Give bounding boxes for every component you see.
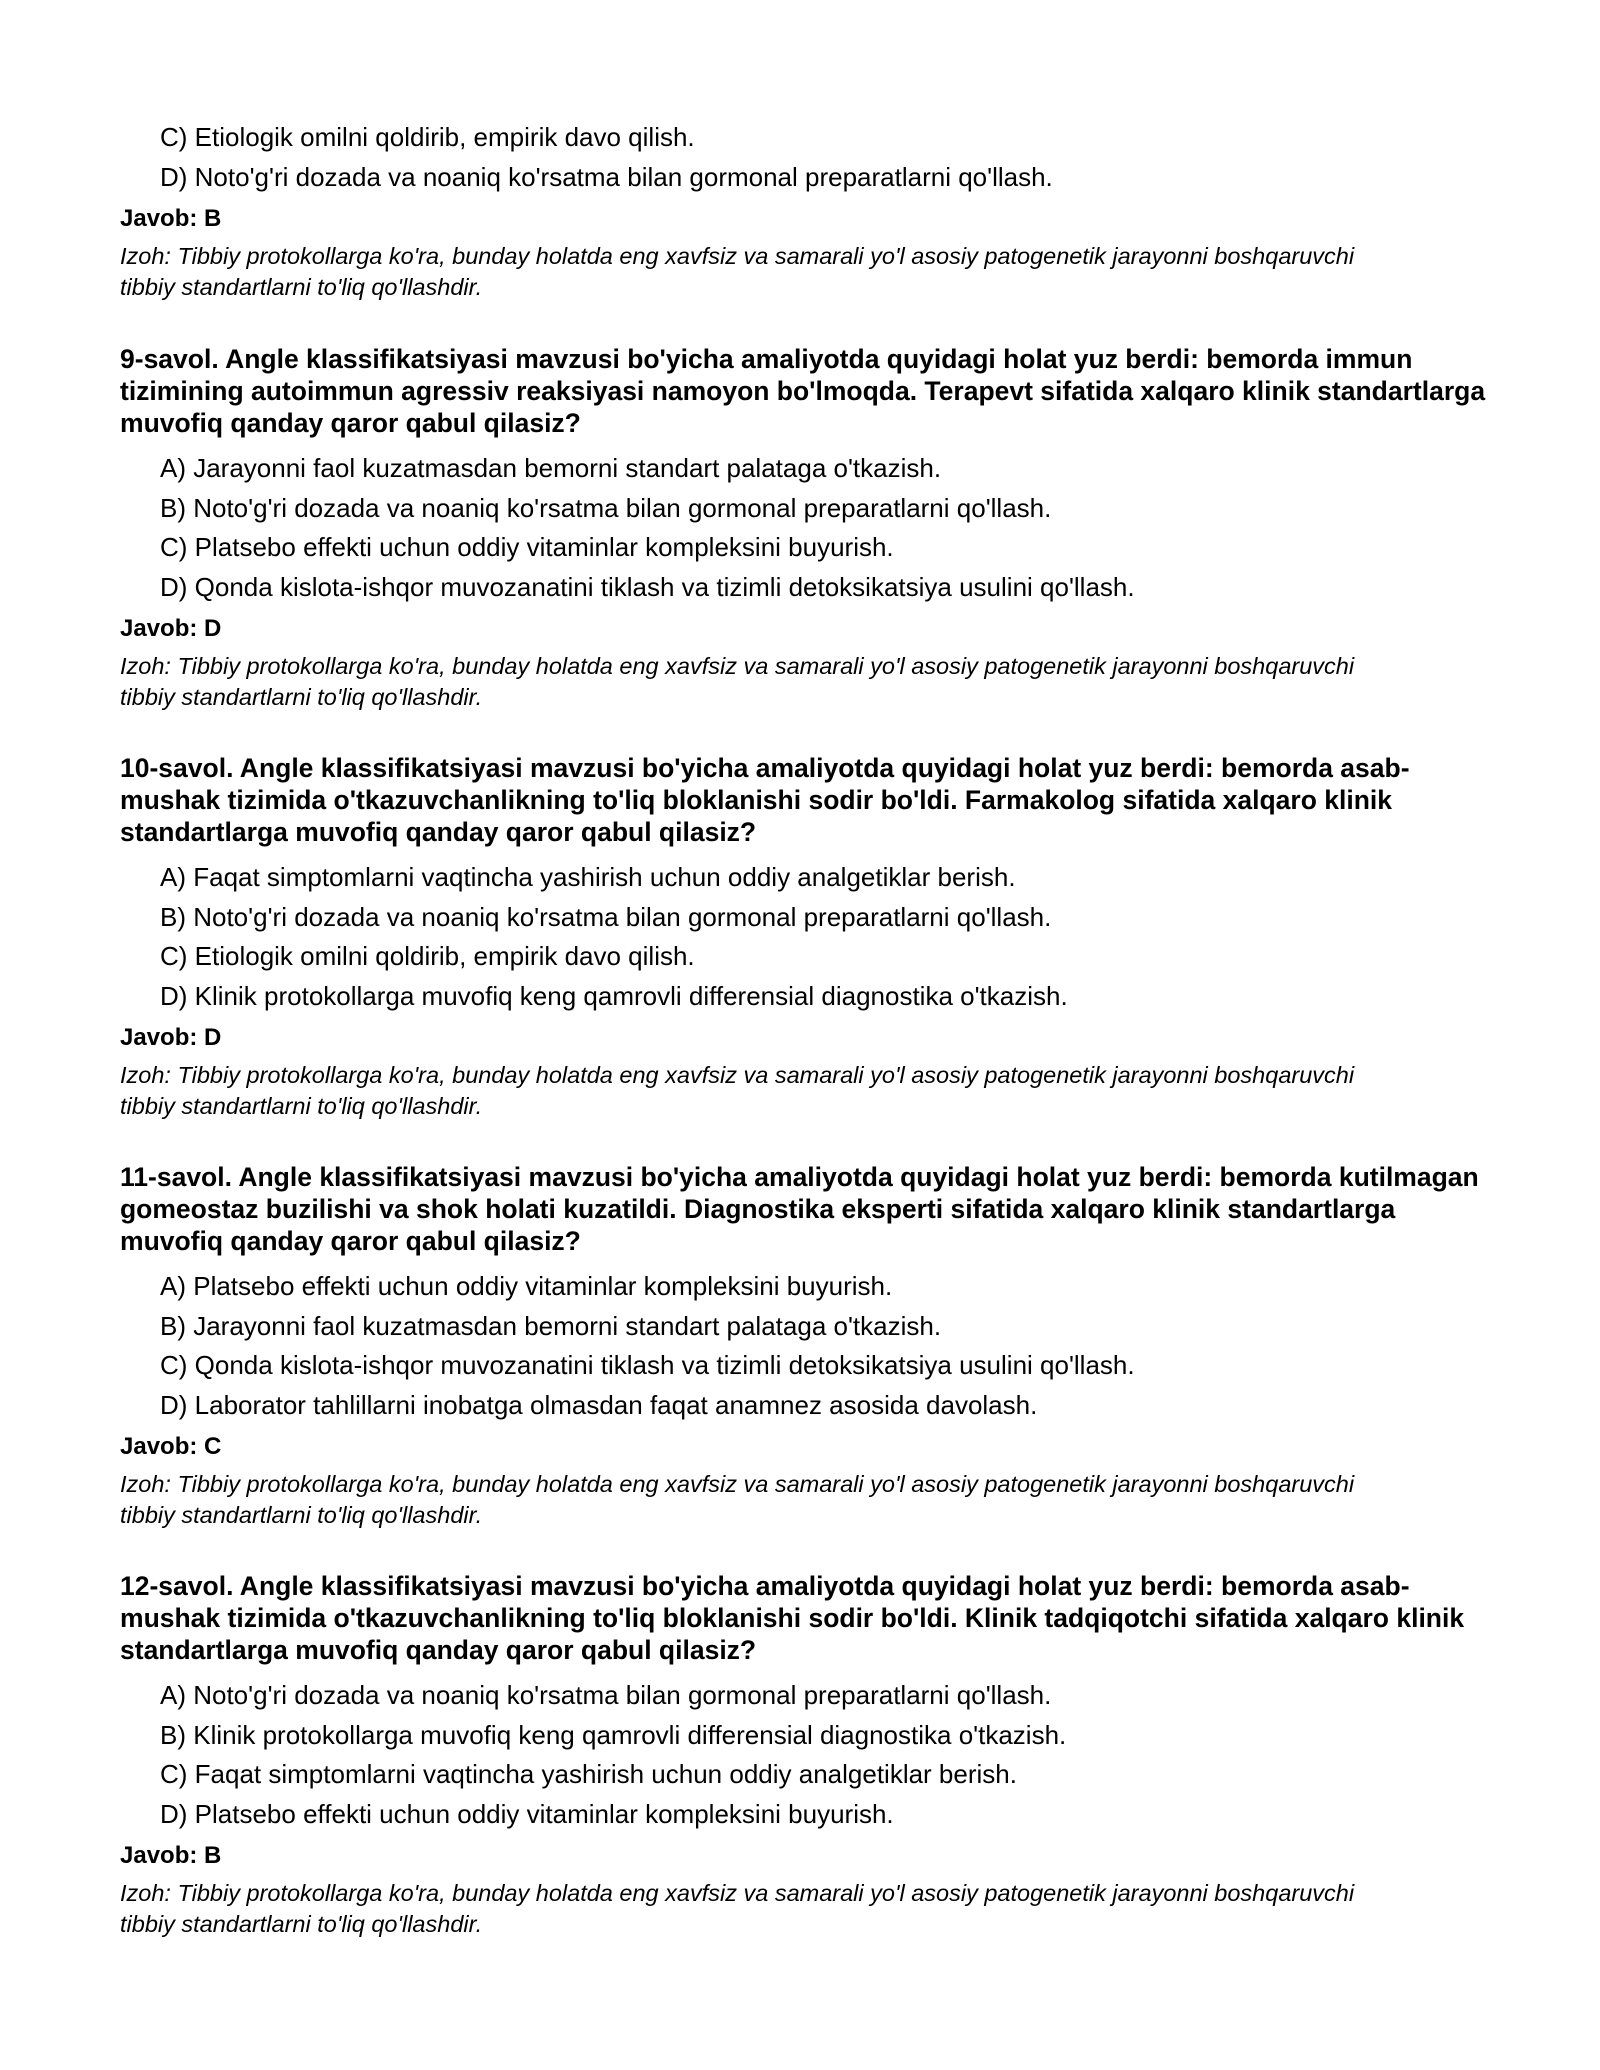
question-title: 10-savol. Angle klassifikatsiyasi mavzusi bo'yicha amaliyotda quyidagi holat yuz berdi: bemorda asab-mushak tizimida o'tkazuvchanlikning to'liq bloklanishi sodir bo'ldi. Farmakolog sifatida xalqaro klinik standartlarga muvofiq qanday qaror qabul qilasiz? [120,753,1410,847]
explanation-note: Izoh: Tibbiy protokollarga ko'ra, bunday holatda eng xavfsiz va samarali yo'l asosiy patogenetik jarayonni boshqaruvchi tibbiy standartlarni to'liq qo'llashdir. [120,1471,1355,1528]
question-9 [120,343,1490,713]
answer-label: Javob: B [120,1842,222,1869]
options-list [120,1267,1490,1425]
option-c: C) Platsebo effekti uchun oddiy vitaminlar kompleksini buyurish. [160,532,894,562]
question-11 [120,1161,1490,1531]
option-b: B) Jarayonni faol kuzatmasdan bemorni standart palataga o'tkazish. [160,1310,942,1341]
question-8-continuation [120,118,1490,303]
option-a: A) Platsebo effekti uchun oddiy vitaminlar kompleksini buyurish. [160,1271,893,1301]
question-title: 9-savol. Angle klassifikatsiyasi mavzusi bo'yicha amaliyotda quyidagi holat yuz berdi: bemorda immun tizimining autoimmun agressiv reaksiyasi namoyon bo'lmoqda. Terapevt sifatida xalqaro klinik standartlarga muvofiq qanday qaror qabul qilasiz? [120,344,1486,438]
options-list [120,1676,1490,1834]
option-a: A) Jarayonni faol kuzatmasdan bemorni standart palataga o'tkazish. [160,453,942,483]
explanation-note: Izoh: Tibbiy protokollarga ko'ra, bunday holatda eng xavfsiz va samarali yo'l asosiy patogenetik jarayonni boshqaruvchi tibbiy standartlarni to'liq qo'llashdir. [120,1880,1355,1937]
answer-label: Javob: D [120,615,222,642]
options-list [120,118,1490,197]
answer-label: Javob: D [120,1024,222,1051]
answer-label: Javob: B [120,205,222,232]
option-d: D) Laborator tahlillarni inobatga olmasdan faqat anamnez asosida davolash. [160,1389,1038,1420]
question-10 [120,752,1490,1122]
question-title: 11-savol. Angle klassifikatsiyasi mavzusi bo'yicha amaliyotda quyidagi holat yuz berdi: bemorda kutilmagan gomeostaz buzilishi va shok holati kuzatildi. Diagnostika eksperti sifatida xalqaro klinik standartlarga muvofiq qanday qaror qabul qilasiz? [120,1162,1479,1256]
explanation-note: Izoh: Tibbiy protokollarga ko'ra, bunday holatda eng xavfsiz va samarali yo'l asosiy patogenetik jarayonni boshqaruvchi tibbiy standartlarni to'liq qo'llashdir. [120,653,1355,710]
option-b: B) Noto'g'ri dozada va noaniq ko'rsatma bilan gormonal preparatlarni qo'llash. [160,492,1052,523]
answer-label: Javob: C [120,1433,222,1460]
option-c: C) Etiologik omilni qoldirib, empirik davo qilish. [160,122,695,152]
question-12 [120,1570,1490,1940]
option-d: D) Platsebo effekti uchun oddiy vitaminlar kompleksini buyurish. [160,1798,894,1829]
explanation-note: Izoh: Tibbiy protokollarga ko'ra, bunday holatda eng xavfsiz va samarali yo'l asosiy patogenetik jarayonni boshqaruvchi tibbiy standartlarni to'liq qo'llashdir. [120,1062,1355,1119]
options-list [120,858,1490,1016]
option-b: B) Klinik protokollarga muvofiq keng qamrovli differensial diagnostika o'tkazish. [160,1719,1067,1750]
option-c: C) Etiologik omilni qoldirib, empirik davo qilish. [160,941,695,971]
option-c: C) Qonda kislota-ishqor muvozanatini tiklash va tizimli detoksikatsiya usulini qo'llash. [160,1350,1135,1380]
explanation-note: Izoh: Tibbiy protokollarga ko'ra, bunday holatda eng xavfsiz va samarali yo'l asosiy patogenetik jarayonni boshqaruvchi tibbiy standartlarni to'liq qo'llashdir. [120,243,1355,300]
options-list [120,449,1490,607]
option-a: A) Faqat simptomlarni vaqtincha yashirish uchun oddiy analgetiklar berish. [160,862,1016,892]
option-c: C) Faqat simptomlarni vaqtincha yashirish uchun oddiy analgetiklar berish. [160,1759,1017,1789]
option-d: D) Qonda kislota-ishqor muvozanatini tiklash va tizimli detoksikatsiya usulini qo'llash. [160,571,1135,602]
option-d: D) Noto'g'ri dozada va noaniq ko'rsatma bilan gormonal preparatlarni qo'llash. [160,161,1053,192]
option-a: A) Noto'g'ri dozada va noaniq ko'rsatma bilan gormonal preparatlarni qo'llash. [160,1680,1052,1710]
question-title: 12-savol. Angle klassifikatsiyasi mavzusi bo'yicha amaliyotda quyidagi holat yuz berdi: bemorda asab-mushak tizimida o'tkazuvchanlikning to'liq bloklanishi sodir bo'ldi. Klinik tadqiqotchi sifatida xalqaro klinik standartlarga muvofiq qanday qaror qabul qilasiz? [120,1571,1465,1665]
option-b: B) Noto'g'ri dozada va noaniq ko'rsatma bilan gormonal preparatlarni qo'llash. [160,901,1052,932]
option-d: D) Klinik protokollarga muvofiq keng qamrovli differensial diagnostika o'tkazish. [160,980,1068,1011]
